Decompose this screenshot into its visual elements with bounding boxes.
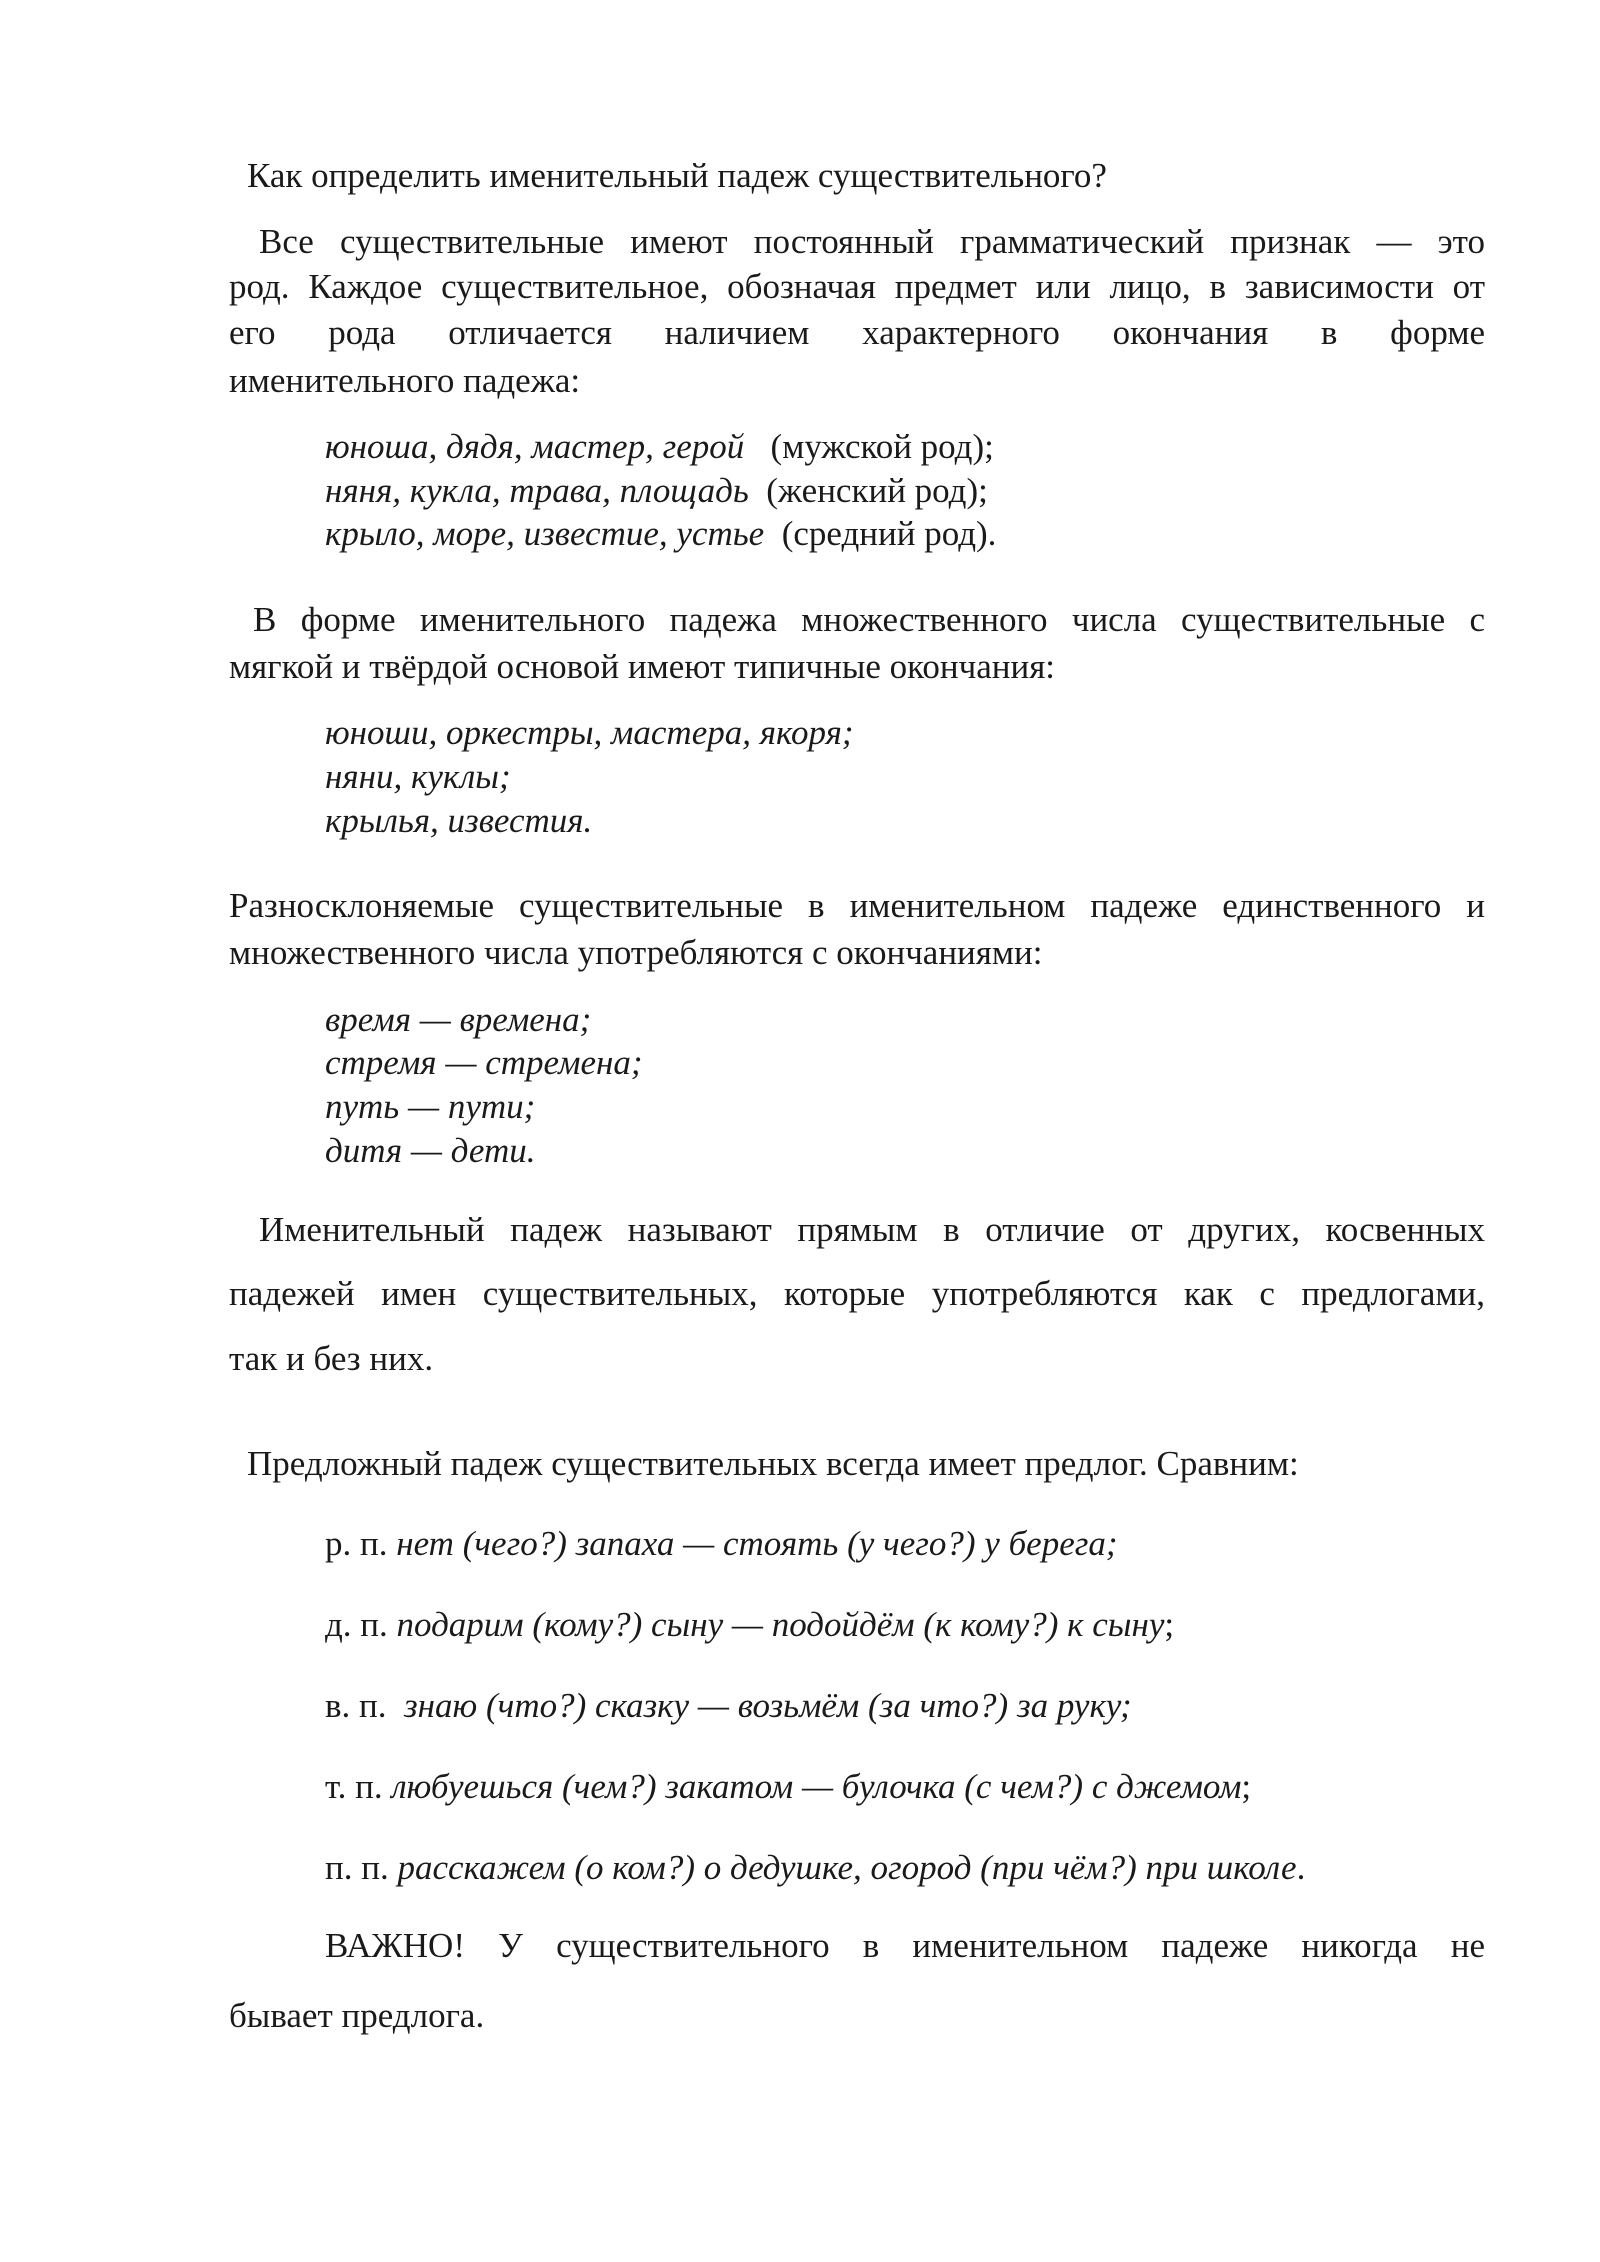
case-text: нет (чего?) запаха — стоять (у чего?) у берега; xyxy=(396,1524,1118,1563)
paragraph-line: падежей имен существительных, которые употребляются как с предлогами, xyxy=(229,1274,1485,1313)
paragraph-line: ВАЖНО! У существительного в именительном падеже никогда не xyxy=(325,1926,1485,1965)
case-text: знаю (что?) сказку — возьмём (за что?) за руку; xyxy=(404,1686,1132,1725)
example-line xyxy=(325,425,994,469)
case-abbr: т. п. xyxy=(325,1767,383,1806)
paragraph-line: Разносклоняемые существительные в именительном падеже единственного и xyxy=(229,886,1485,925)
paragraph-line: именительного падежа: xyxy=(229,361,581,400)
example-line xyxy=(325,512,996,556)
case-text: расскажем (о ком?) о дедушке, огород (при чём?) при школе xyxy=(397,1848,1297,1887)
case-example xyxy=(325,1765,1251,1809)
example-words: няня, кукла, трава, площадь xyxy=(325,471,749,510)
paragraph-line: Именительный падеж называют прямым в отличие от других, косвенных xyxy=(259,1210,1485,1249)
example-line: стремя — стремена; xyxy=(325,1043,643,1082)
gender-note: (женский род); xyxy=(766,471,988,510)
case-abbr: д. п. xyxy=(325,1605,388,1644)
paragraph-line: бывает предлога. xyxy=(229,1996,485,2035)
case-example xyxy=(325,1522,1118,1566)
paragraph-line: его рода отличается наличием характерного окончания в форме xyxy=(229,313,1485,352)
gender-note: (мужской род); xyxy=(770,427,994,466)
case-tail: ; xyxy=(1241,1767,1252,1806)
case-text: любуешься (чем?) закатом — булочка (с чем?) с джемом xyxy=(391,1767,1242,1806)
example-words: юноша, дядя, мастер, герой xyxy=(325,427,745,466)
example-line: няни, куклы; xyxy=(325,757,511,796)
paragraph-line: В форме именительного падежа множественного числа существительные с xyxy=(253,600,1485,639)
example-line: путь — пути; xyxy=(325,1087,536,1126)
case-abbr: р. п. xyxy=(325,1524,388,1563)
case-example xyxy=(325,1684,1132,1728)
case-example xyxy=(325,1846,1305,1890)
paragraph-line: род. Каждое существительное, обозначая предмет или лицо, в зависимости от xyxy=(229,267,1485,306)
example-words: крыло, море, известие, устье xyxy=(325,514,765,553)
paragraph-line: так и без них. xyxy=(229,1339,434,1378)
paragraph-line: Все существительные имеют постоянный грамматический признак — это xyxy=(259,222,1485,261)
example-line: крылья, известия. xyxy=(325,801,593,840)
paragraph-line: мягкой и твёрдой основой имеют типичные окончания: xyxy=(229,647,1056,686)
example-line: юноши, оркестры, мастера, якоря; xyxy=(325,713,854,752)
gender-note: (средний род). xyxy=(781,514,997,553)
case-example xyxy=(325,1603,1174,1647)
example-line: время — времена; xyxy=(325,1000,592,1039)
example-line xyxy=(325,469,988,513)
case-abbr: п. п. xyxy=(325,1848,389,1887)
question-heading: Как определить именительный падеж существительного? xyxy=(247,156,1107,195)
case-tail: . xyxy=(1296,1848,1306,1887)
case-tail: ; xyxy=(1164,1605,1175,1644)
prepositional-intro: Предложный падеж существительных всегда имеет предлог. Сравним: xyxy=(247,1444,1299,1483)
paragraph-line: множественного числа употребляются с окончаниями: xyxy=(229,933,1043,972)
case-abbr: в. п. xyxy=(325,1686,387,1725)
case-text: подарим (кому?) сыну — подойдём (к кому?) к сыну xyxy=(396,1605,1165,1644)
example-line: дитя — дети. xyxy=(325,1131,536,1170)
